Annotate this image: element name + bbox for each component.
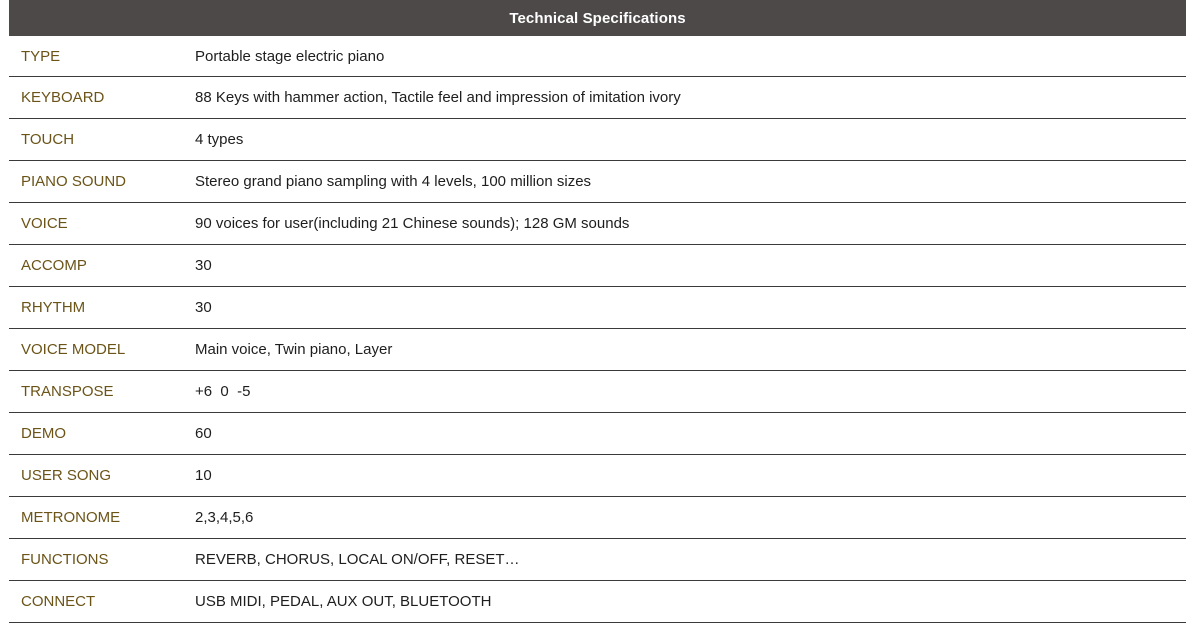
spec-row-touch [9,119,1186,161]
spec-label: ACCOMP [21,257,87,274]
spec-value: +6 0 -5 [195,383,251,400]
spec-table [9,0,1186,623]
spec-value: 30 [195,299,212,316]
spec-row-type [9,36,1186,77]
spec-row-demo [9,413,1186,455]
spec-value: 2,3,4,5,6 [195,509,254,526]
spec-label: RHYTHM [21,299,86,316]
spec-value: 60 [195,425,212,442]
spec-value: Main voice, Twin piano, Layer [195,341,393,358]
spec-row-voice-model [9,329,1186,371]
spec-value: 90 voices for user(including 21 Chinese sounds); 128 GM sounds [195,215,630,232]
spec-row-functions [9,539,1186,581]
spec-label: VOICE [21,215,68,232]
spec-label: PIANO SOUND [21,173,127,190]
spec-label: VOICE MODEL [21,341,126,358]
spec-row-connect [9,581,1186,623]
spec-label: TYPE [21,47,61,65]
table-header: Technical Specifications [9,0,1186,36]
spec-label: TOUCH [21,131,75,148]
spec-value: Portable stage electric piano [195,47,385,65]
spec-label: FUNCTIONS [21,551,109,568]
spec-row-transpose [9,371,1186,413]
spec-label: USER SONG [21,467,112,484]
spec-row-rhythm [9,287,1186,329]
spec-row-voice [9,203,1186,245]
spec-label: CONNECT [21,593,96,610]
spec-label: METRONOME [21,509,121,526]
spec-row-user-song [9,455,1186,497]
spec-label: KEYBOARD [21,89,105,106]
spec-value: 30 [195,257,212,274]
spec-value: 10 [195,467,212,484]
spec-row-piano-sound [9,161,1186,203]
spec-value: REVERB, CHORUS, LOCAL ON/OFF, RESET… [195,551,520,568]
spec-row-accomp [9,245,1186,287]
spec-label: DEMO [21,425,66,442]
spec-value: 88 Keys with hammer action, Tactile feel and impression of imitation ivory [195,89,681,106]
spec-row-keyboard [9,77,1186,119]
spec-label: TRANSPOSE [21,383,114,400]
spec-value: Stereo grand piano sampling with 4 levels, 100 million sizes [195,173,592,190]
spec-row-metronome [9,497,1186,539]
spec-value: 4 types [195,131,244,148]
spec-value: USB MIDI, PEDAL, AUX OUT, BLUETOOTH [195,593,492,610]
